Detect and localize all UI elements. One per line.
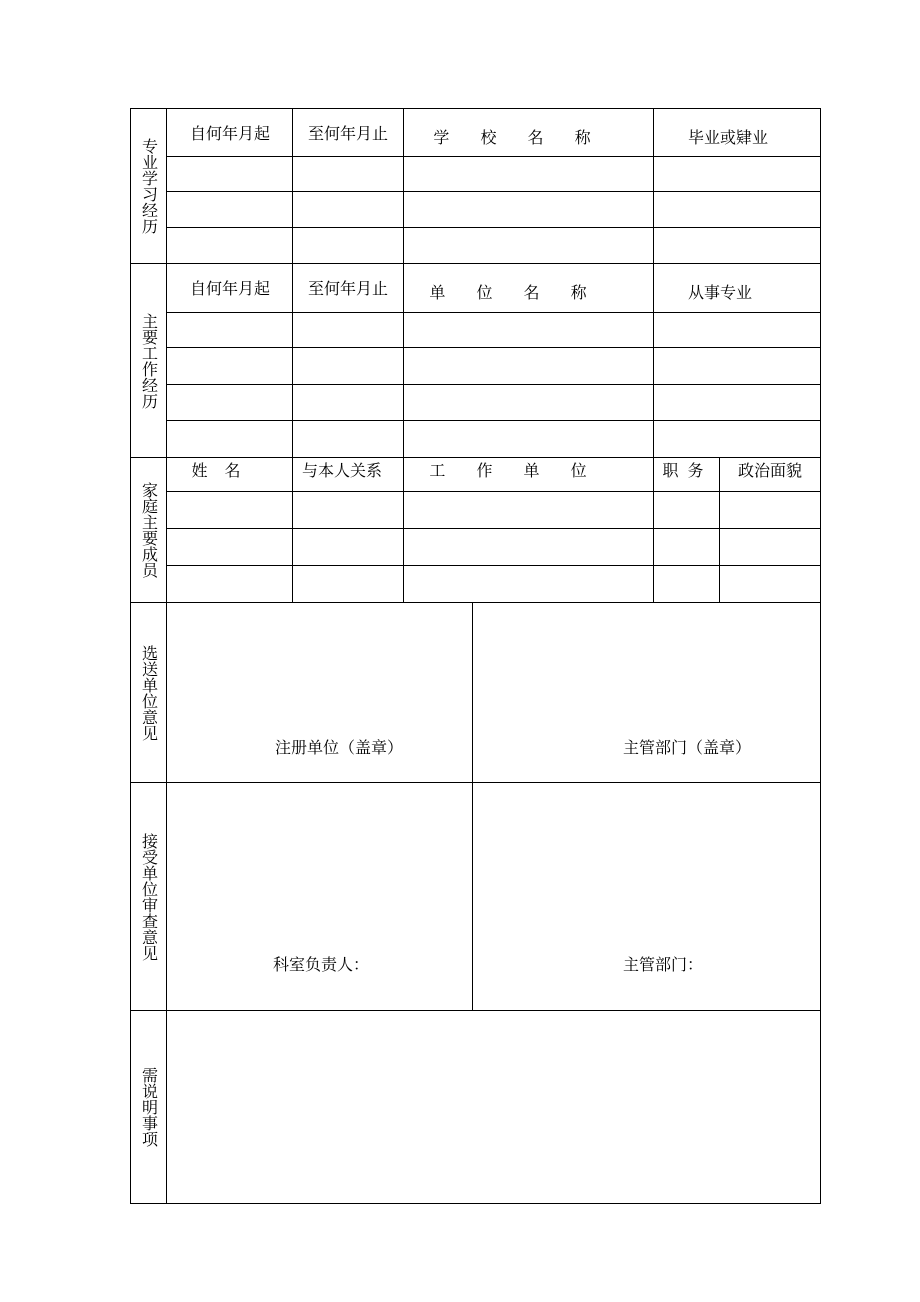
work-header-specialty: 从事专业 [687, 283, 753, 302]
family-header-position: 职 务 [662, 461, 704, 480]
education-header-from: 自何年月起 [189, 124, 271, 143]
col-line [653, 108, 654, 264]
col-line [403, 263, 404, 458]
col-line [403, 108, 404, 264]
col-line [292, 457, 293, 603]
border-bottom [130, 1203, 821, 1204]
work-section-label: 主要工作经历 [139, 312, 159, 409]
work-header-unit: 单 位 名 称 [429, 283, 587, 302]
section-divider [130, 263, 821, 264]
border-top [130, 108, 821, 109]
family-section-label: 家庭主要成员 [139, 482, 159, 578]
family-header-workplace: 工 作 单 位 [429, 461, 587, 480]
work-header-from: 自何年月起 [189, 279, 271, 298]
col-line [472, 782, 473, 1011]
notes-section-label: 需说明事项 [139, 1067, 159, 1147]
education-header-status: 毕业或肄业 [687, 128, 769, 147]
row-line [166, 312, 821, 313]
row-line [166, 565, 821, 566]
receiving-opinion-label: 接受单位审查意见 [139, 832, 159, 961]
col-line [292, 108, 293, 264]
notes-area[interactable] [167, 1011, 820, 1203]
col-line [719, 457, 720, 603]
col-line [653, 457, 654, 603]
receiving-right-sign: 主管部门： [622, 955, 704, 974]
family-header-relation: 与本人关系 [301, 461, 383, 480]
receiving-left-sign: 科室负责人： [272, 955, 370, 974]
sending-right-sign: 主管部门（盖章） [622, 738, 752, 757]
education-header-school: 学 校 名 称 [433, 128, 591, 147]
col-line [653, 263, 654, 458]
row-line [166, 420, 821, 421]
border-right [820, 108, 821, 1204]
section-divider [130, 602, 821, 603]
col-line [472, 602, 473, 783]
section-divider [130, 457, 821, 458]
education-section-label: 专业学习经历 [139, 138, 159, 234]
education-header-to: 至何年月止 [307, 124, 389, 143]
col-line [403, 457, 404, 603]
row-line [166, 227, 821, 228]
row-line [166, 347, 821, 348]
family-header-name: 姓 名 [191, 461, 241, 480]
work-header-to: 至何年月止 [307, 279, 389, 298]
family-header-political: 政治面貌 [737, 461, 803, 480]
row-line [166, 191, 821, 192]
row-line [166, 156, 821, 157]
sending-left-sign: 注册单位（盖章） [274, 738, 404, 757]
sending-opinion-label: 选送单位意见 [139, 644, 159, 741]
row-line [166, 528, 821, 529]
row-line [166, 384, 821, 385]
col-line [292, 263, 293, 458]
section-divider [130, 782, 821, 783]
row-line [166, 491, 821, 492]
